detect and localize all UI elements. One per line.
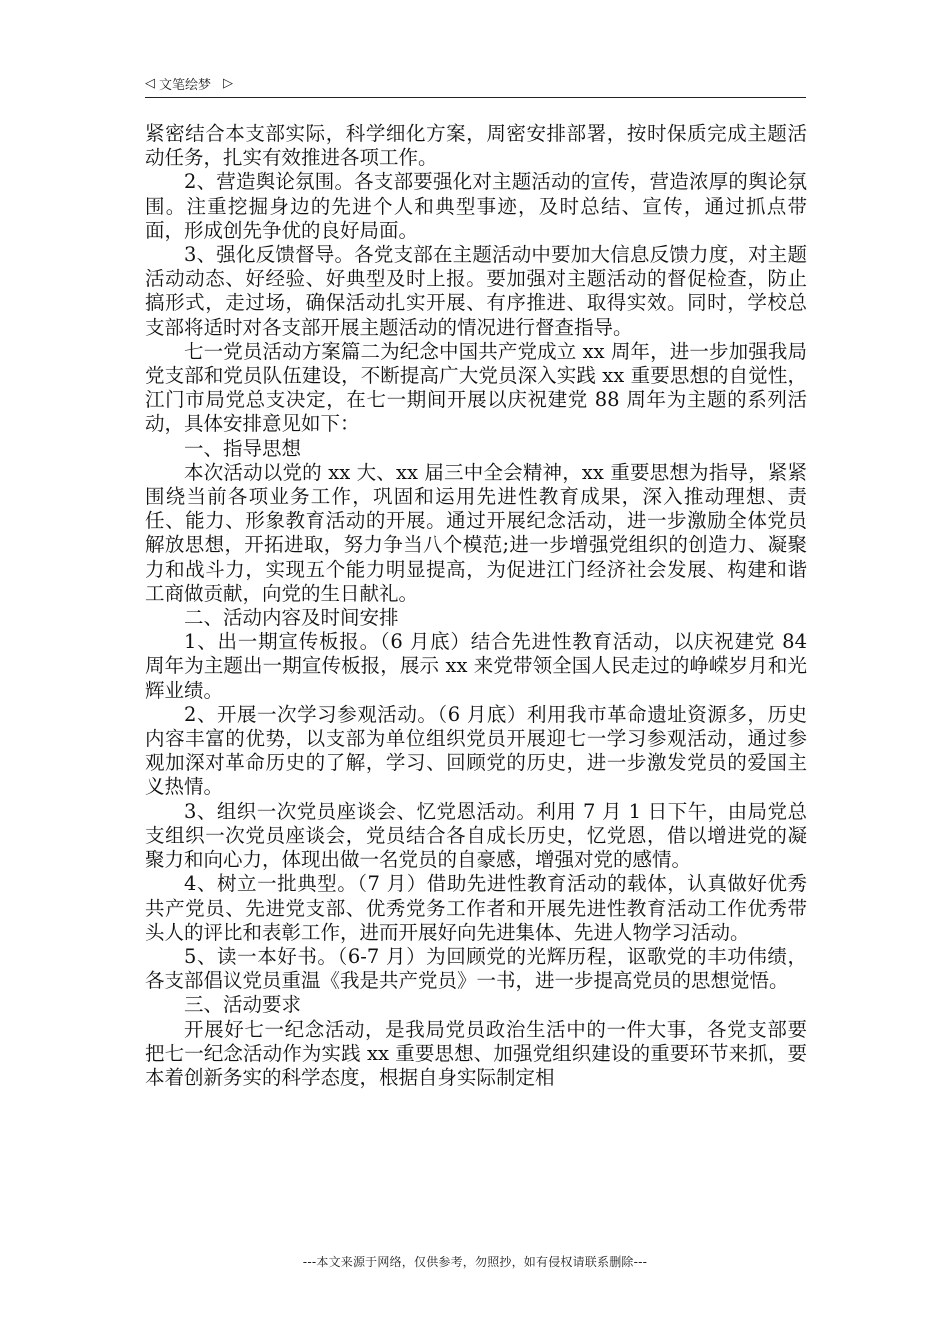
header-divider — [145, 97, 806, 98]
paragraph: 2、营造舆论氛围。各支部要强化对主题活动的宣传，营造浓厚的舆论氛围。注重挖掘身边的先进个人和典型事迹，及时总结、宣传，通过抓点带面，形成创先争优的良好局面。 — [145, 170, 807, 242]
section-heading: 一、指导思想 — [184, 436, 302, 460]
section-heading: 三、活动要求 — [184, 993, 302, 1017]
paragraph: 2、开展一次学习参观活动。（6 月底）利用我市革命遗址资源多，历史内容丰富的优势，以支部为单位组织党员开展迎七一学习参观活动，通过参观加深对革命历史的了解，学习、回顾党的历史，进一步激发党员的爱国主义热情。 — [145, 702, 807, 799]
page-footer: ---本文来源于网络，仅供参考，勿照抄，如有侵权请联系删除--- — [302, 1255, 648, 1269]
paragraph: 紧密结合本支部实际，科学细化方案，周密安排部署，按时保质完成主题活动任务，扎实有效推进各项工作。 — [145, 122, 807, 170]
section-heading: 二、活动内容及时间安排 — [184, 606, 399, 630]
paragraph: 4、树立一批典型。（7 月）借助先进性教育活动的载体，认真做好优秀共产党员、先进党支部、优秀党务工作者和开展先进性教育活动工作优秀带头人的评比和表彰工作，进而开展好向先进集体、先进人物学习活动。 — [145, 872, 807, 944]
left-triangle-icon: ◁ — [145, 76, 155, 91]
paragraph: 5、读一本好书。（6-7 月）为回顾党的光辉历程，讴歌党的丰功伟绩，各支部倡议党员重温《我是共产党员》一书，进一步提高党员的思想觉悟。 — [145, 944, 807, 993]
paragraph: 3、组织一次党员座谈会、忆党恩活动。利用 7 月 1 日下午，由局党总支组织一次党员座谈会，党员结合各自成长历史，忆党恩，借以增进党的凝聚力和向心力，体现出做一名党员的自豪感，增强对党的感情。 — [145, 799, 807, 872]
page-header — [145, 72, 805, 98]
document-body — [145, 122, 807, 1090]
paragraph: 开展好七一纪念活动，是我局党员政治生活中的一件大事，各党支部要把七一纪念活动作为实践 xx 重要思想、加强党组织建设的重要环节来抓，要本着创新务实的科学态度，根据自身实际制定相 — [145, 1017, 807, 1089]
paragraph: 本次活动以党的 xx 大、xx 届三中全会精神，xx 重要思想为指导，紧紧围绕当前各项业务工作，巩固和运用先进性教育成果，深入推动理想、责任、能力、形象教育活动的开展。通过开展纪念活动，进一步激励全体党员解放思想，开拓进取，努力争当八个模范;进一步增强党组织的创造力、凝聚力和战斗力，实现五个能力明显提高，为促进江门经济社会发展、构建和谐工商做贡献，向党的生日献礼。 — [145, 460, 807, 605]
paragraph: 1、出一期宣传板报。（6 月底）结合先进性教育活动，以庆祝建党 84 周年为主题出一期宣传板报，展示 xx 来党带领全国人民走过的峥嵘岁月和光辉业绩。 — [145, 630, 807, 702]
header-title: 文笔绘梦 — [159, 78, 212, 93]
header-brand — [145, 74, 233, 93]
paragraph: 3、强化反馈督导。各党支部在主题活动中要加大信息反馈力度，对主题活动动态、好经验、好典型及时上报。要加强对主题活动的督促检查，防止搞形式，走过场，确保活动扎实开展、有序推进、取得实效。同时，学校总支部将适时对各支部开展主题活动的情况进行督查指导。 — [145, 243, 807, 339]
paragraph: 七一党员活动方案篇二为纪念中国共产党成立 xx 周年，进一步加强我局党支部和党员队伍建设，不断提高广大党员深入实践 xx 重要思想的自觉性，江门市局党总支决定，在七一期间开展以庆祝建党 88 周年为主题的系列活动，具体安排意见如下： — [145, 339, 807, 436]
right-triangle-icon: ▷ — [223, 76, 234, 91]
